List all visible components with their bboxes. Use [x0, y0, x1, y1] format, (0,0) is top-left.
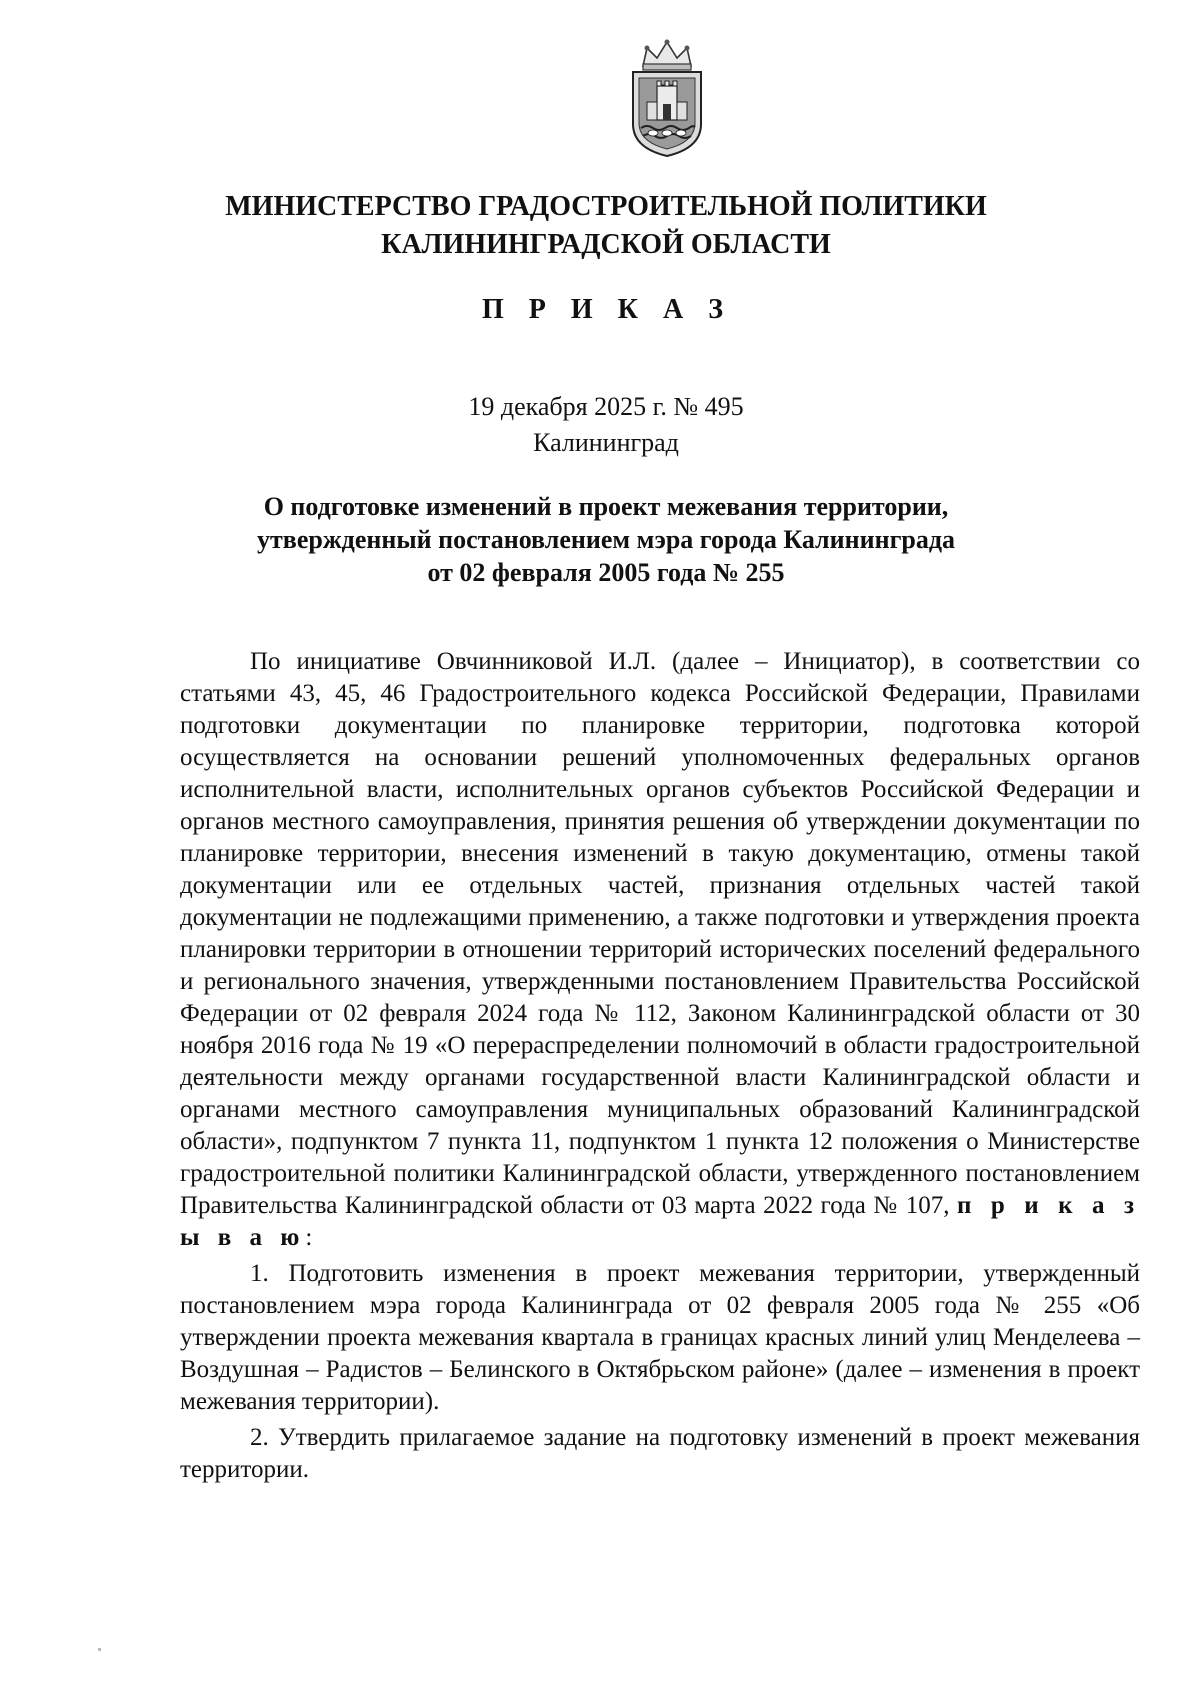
scan-speck	[98, 1648, 101, 1651]
order-item-2: 2. Утвердить прилагаемое задание на подготовку изменений в проект межевания территории.	[180, 1424, 1140, 1483]
ministry-name-line2: КАЛИНИНГРАДСКОЙ ОБЛАСТИ	[381, 229, 831, 260]
order-item-1: 1. Подготовить изменения в проект межевания территории, утвержденный постановлением мэра города Калининграда от 02 февраля 2005 года № 255 «Об утверждении проекта межевания квартала в границах красных линий улиц Менделеева – Воздушная – Радистов – Белинского в Октябрьском районе» (далее – изменения в проект межевания территории).	[180, 1260, 1140, 1415]
document-subject	[0, 490, 1200, 589]
document-date-number: 19 декабря 2025 г. № 495	[468, 392, 744, 421]
order-colon: :	[305, 1224, 313, 1251]
document-type: П Р И К А З	[482, 294, 732, 325]
ministry-name-line1: МИНИСТЕРСТВО ГРАДОСТРОИТЕЛЬНОЙ ПОЛИТИКИ	[225, 191, 987, 222]
subject-line3: от 02 февраля 2005 года № 255	[427, 558, 785, 587]
document-city: Калининград	[533, 428, 679, 457]
order-word: п р и к а з ы в а ю	[180, 1192, 1141, 1251]
subject-line1: О подготовке изменений в проект межевания территории,	[263, 492, 949, 521]
document-body	[180, 646, 1140, 1486]
coat-of-arms-emblem	[623, 38, 711, 158]
preamble-paragraph	[180, 646, 1140, 1254]
subject-line2: утвержденный постановлением мэра города Калининграда	[257, 525, 955, 554]
ministry-name	[0, 188, 1200, 264]
kaliningrad-coat-of-arms-icon	[623, 38, 711, 158]
date-number-block	[0, 389, 1200, 461]
preamble-text: По инициативе Овчинниковой И.Л. (далее – Инициатор), в соответствии со статьями 43, 45, 46 Градостроительного кодекса Российской Федерации, Правилами подготовки документации по планировке территории, подготовка которой осуществляется на основании решений уполномоченных федеральных органов исполнительной власти, исполнительных органов субъектов Российской Федерации и органов местного самоуправления, принятия решения об утверждении документации по планировке территории, внесения изменений в такую документацию, отмены такой документации или ее отдельных частей, признания отдельных частей такой документации не подлежащими применению, а также подготовки и утверждения проекта планировки территории в отношении территорий исторических поселений федерального и регионального значения, утвержденными постановлением Правительства Российской Федерации от 02 февраля 2024 года № 112, Законом Калининградской области от 30 ноября 2016 года № 19 «О перераспределении полномочий в области градостроительной деятельности между органами государственной власти Калининградской области и органами местного самоуправления муниципальных образований Калининградской области», подпунктом 7 пункта 11, подпунктом 1 пункта 12 положения о Министерстве градостроительной политики Калининградской области, утвержденного постановлением Правительства Калининградской области от 03 марта 2022 года № 107,	[180, 648, 1140, 1219]
